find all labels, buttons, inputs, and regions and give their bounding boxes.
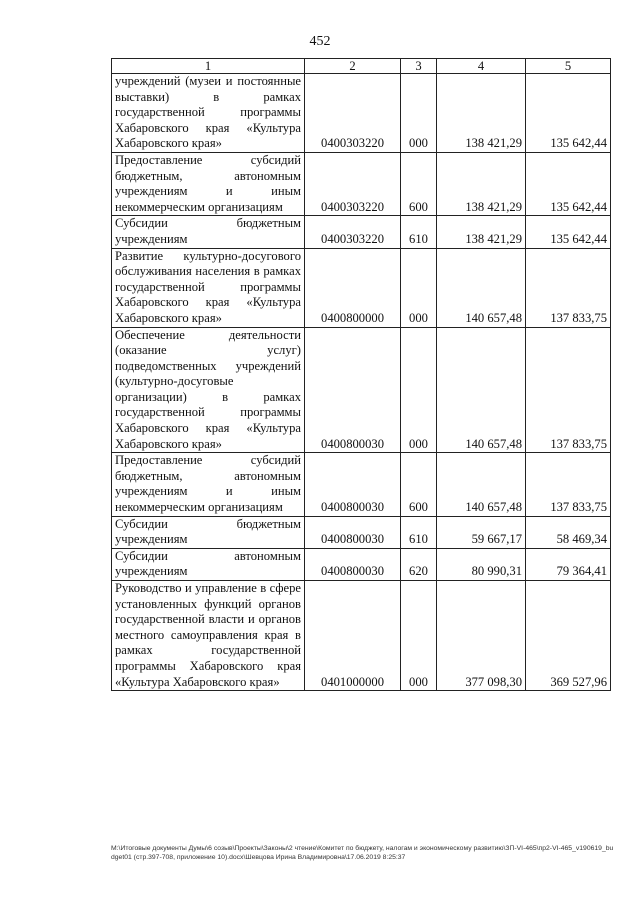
- column-header-3: 3: [401, 59, 437, 74]
- table-row: [112, 248, 611, 327]
- row-expense-type: 600: [401, 453, 437, 516]
- row-name: Субсидии бюджетным учреждениям: [112, 216, 305, 248]
- row-value-col4: 80 990,31: [437, 548, 526, 580]
- row-target-code: 0400303220: [305, 216, 401, 248]
- row-expense-type: 600: [401, 152, 437, 215]
- table-header-row: [112, 59, 611, 74]
- row-target-code: 0400303220: [305, 74, 401, 153]
- row-value-col4: 138 421,29: [437, 74, 526, 153]
- row-expense-type: 000: [401, 248, 437, 327]
- table-row: [112, 453, 611, 516]
- row-value-col4: 140 657,48: [437, 248, 526, 327]
- row-value-col4: 140 657,48: [437, 453, 526, 516]
- table-row: [112, 216, 611, 248]
- file-path-footer: M:\Итоговые документы Думы\6 созыв\Проекты\Законы\2 чтение\Комитет по бюджету, налогам и экономическому развитию\ЗП-VI-465\пр2-VI-465_v190619_budget01 (стр.397-708, приложение 10).docx\Шевцова Ирина Владимировна\17.06.2019 8:25:37: [111, 845, 614, 861]
- row-name: Развитие культурно-досугового обслуживания населения в рамках государственной программы Хабаровского края «Культура Хабаровского края»: [112, 248, 305, 327]
- row-name: Предоставление субсидий бюджетным, автономным учреждениям и иным некоммерческим организациям: [112, 453, 305, 516]
- row-expense-type: 000: [401, 74, 437, 153]
- table-row: [112, 548, 611, 580]
- row-expense-type: 610: [401, 216, 437, 248]
- table-row: [112, 516, 611, 548]
- row-target-code: 0400800000: [305, 248, 401, 327]
- row-value-col4: 138 421,29: [437, 152, 526, 215]
- table-row: [112, 581, 611, 691]
- column-header-2: 2: [305, 59, 401, 74]
- row-value-col4: 138 421,29: [437, 216, 526, 248]
- row-value-col5: 79 364,41: [526, 548, 611, 580]
- row-expense-type: 000: [401, 581, 437, 691]
- column-header-4: 4: [437, 59, 526, 74]
- row-target-code: 0400800030: [305, 516, 401, 548]
- column-header-5: 5: [526, 59, 611, 74]
- row-value-col5: 137 833,75: [526, 453, 611, 516]
- page-number: 452: [309, 34, 331, 49]
- table-row: [112, 327, 611, 453]
- row-target-code: 0401000000: [305, 581, 401, 691]
- row-name: Обеспечение деятельности (оказание услуг) подведомственных учреждений (культурно-досуговые организации) в рамках государственной программы Хабаровского края «Культура Хабаровского края»: [112, 327, 305, 453]
- row-expense-type: 620: [401, 548, 437, 580]
- row-value-col4: 140 657,48: [437, 327, 526, 453]
- row-expense-type: 000: [401, 327, 437, 453]
- row-expense-type: 610: [401, 516, 437, 548]
- row-target-code: 0400800030: [305, 453, 401, 516]
- row-value-col5: 137 833,75: [526, 327, 611, 453]
- row-name: учреждений (музеи и постоянные выставки) в рамках государственной программы Хабаровского края «Культура Хабаровского края»: [112, 74, 305, 153]
- row-target-code: 0400303220: [305, 152, 401, 215]
- row-value-col5: 369 527,96: [526, 581, 611, 691]
- row-value-col5: 135 642,44: [526, 74, 611, 153]
- row-name: Руководство и управление в сфере установленных функций органов государственной власти и органов местного самоуправления края в рамках государственной программы Хабаровского края «Культура Хабаровского края»: [112, 581, 305, 691]
- row-name: Субсидии автономным учреждениям: [112, 548, 305, 580]
- budget-table: [111, 58, 611, 691]
- row-target-code: 0400800030: [305, 548, 401, 580]
- table-row: [112, 152, 611, 215]
- row-value-col5: 137 833,75: [526, 248, 611, 327]
- row-target-code: 0400800030: [305, 327, 401, 453]
- row-value-col4: 59 667,17: [437, 516, 526, 548]
- row-value-col4: 377 098,30: [437, 581, 526, 691]
- row-value-col5: 58 469,34: [526, 516, 611, 548]
- column-header-1: 1: [112, 59, 305, 74]
- row-name: Предоставление субсидий бюджетным, автономным учреждениям и иным некоммерческим организациям: [112, 152, 305, 215]
- table-row: [112, 74, 611, 153]
- row-value-col5: 135 642,44: [526, 216, 611, 248]
- row-name: Субсидии бюджетным учреждениям: [112, 516, 305, 548]
- row-value-col5: 135 642,44: [526, 152, 611, 215]
